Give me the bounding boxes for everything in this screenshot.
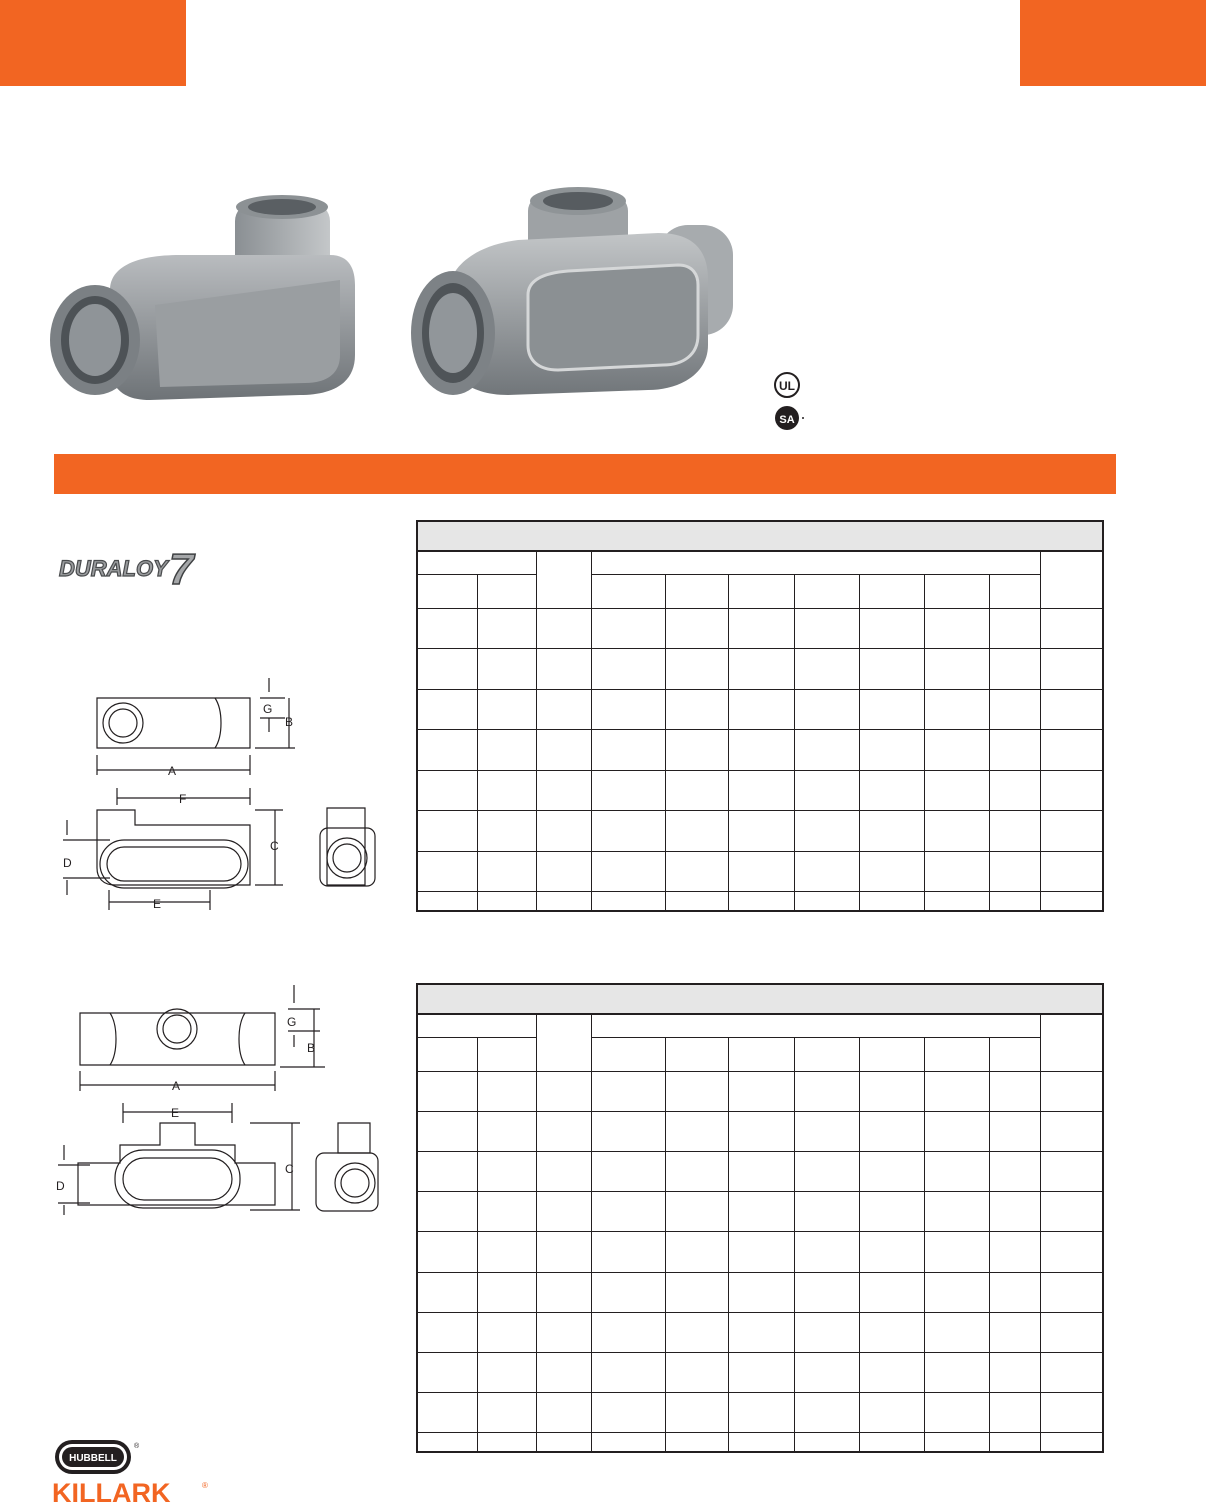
section-bar xyxy=(54,454,1116,494)
header-tab-right xyxy=(1020,0,1206,86)
duraloy-7-logo xyxy=(55,538,215,590)
table-row xyxy=(418,1111,1102,1151)
duraloy-mark-7: 7 xyxy=(169,545,194,590)
hubbell-logo xyxy=(54,1438,144,1478)
table-1-title-bar xyxy=(418,522,1102,552)
table-header-row xyxy=(418,1037,1102,1071)
killark-registered: ® xyxy=(202,1481,208,1490)
dim-label-b: B xyxy=(285,715,294,729)
table-row xyxy=(418,1393,1102,1433)
dim-label-d: D xyxy=(56,1179,65,1193)
product-photo-lb xyxy=(50,195,370,410)
table-row xyxy=(418,1272,1102,1312)
table-row xyxy=(418,1312,1102,1352)
table-row xyxy=(418,811,1102,852)
table-row xyxy=(418,770,1102,811)
table-row xyxy=(418,851,1102,892)
table-row xyxy=(418,1232,1102,1272)
table-2-grid xyxy=(418,1015,1102,1453)
table-row xyxy=(418,1192,1102,1232)
dim-label-e: E xyxy=(153,897,162,911)
table-row xyxy=(418,1151,1102,1191)
table-1-grid xyxy=(418,552,1102,912)
spec-table-1 xyxy=(416,520,1104,912)
hubbell-registered: ® xyxy=(134,1443,140,1450)
dim-label-a: A xyxy=(172,1079,181,1093)
killark-logo xyxy=(52,1478,222,1506)
hubbell-wordmark: HUBBELL xyxy=(69,1453,117,1464)
dim-label-c: C xyxy=(285,1162,294,1176)
header-tab-left xyxy=(0,0,186,86)
table-row xyxy=(418,1352,1102,1392)
table-header-row xyxy=(418,574,1102,608)
table-row xyxy=(418,608,1102,649)
table-row xyxy=(418,1071,1102,1111)
table-row xyxy=(418,730,1102,771)
duraloy-wordmark: DURALOY xyxy=(59,556,168,581)
dim-label-e: E xyxy=(171,1106,180,1120)
table-header-row xyxy=(418,1015,1102,1037)
dim-label-c: C xyxy=(270,839,279,853)
table-row xyxy=(418,649,1102,690)
dim-label-d: D xyxy=(63,856,72,870)
dim-label-b: B xyxy=(307,1041,316,1055)
table-2-title-bar xyxy=(418,985,1102,1015)
ul-label: UL xyxy=(779,379,795,393)
table-header-row xyxy=(418,552,1102,574)
dim-label-g: G xyxy=(263,702,273,716)
dimension-diagram-t xyxy=(50,985,390,1215)
dim-label-f: F xyxy=(179,792,187,806)
table-row xyxy=(418,1433,1102,1453)
table-row xyxy=(418,892,1102,912)
product-photo-t xyxy=(408,185,738,400)
spec-table-2 xyxy=(416,983,1104,1453)
dim-label-a: A xyxy=(168,764,177,778)
killark-wordmark: KILLARK xyxy=(52,1478,171,1506)
dim-label-g: G xyxy=(287,1015,297,1029)
ul-listed-icon xyxy=(774,372,800,398)
dimension-diagram-lb xyxy=(55,670,385,920)
csa-label: SA xyxy=(779,414,795,426)
csa-certified-icon xyxy=(774,404,806,432)
table-row xyxy=(418,689,1102,730)
